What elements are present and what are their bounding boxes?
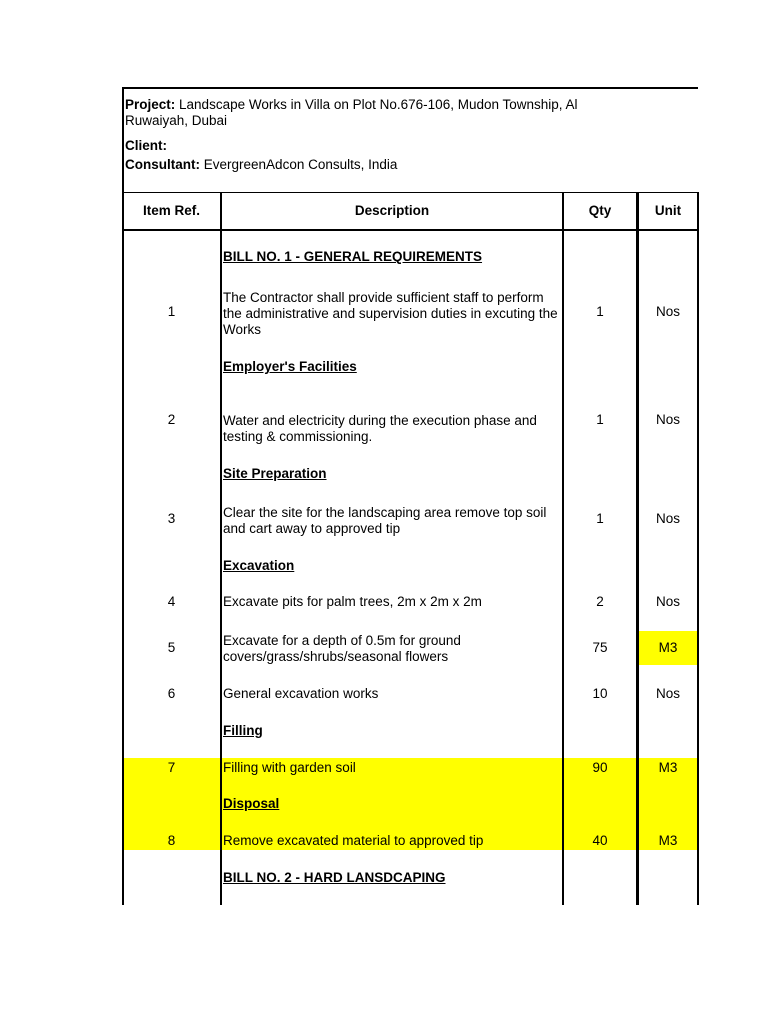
consultant-line	[125, 157, 397, 173]
bill-1-title: BILL NO. 1 - GENERAL REQUIREMENTS	[223, 249, 483, 264]
row-5-qty: 75	[592, 640, 608, 655]
row-3-qty: 1	[596, 511, 604, 526]
row-8-ref: 8	[167, 833, 176, 848]
row-1-qty: 1	[596, 304, 604, 319]
section-disposal: Disposal	[223, 796, 280, 811]
row-7-unit: M3	[658, 760, 678, 775]
section-site-preparation: Site Preparation	[223, 466, 327, 481]
row-8-unit: M3	[658, 833, 678, 848]
row-4-ref: 4	[167, 594, 176, 609]
row-6-ref: 6	[167, 686, 176, 701]
row-4-unit: Nos	[655, 594, 680, 609]
row-2-description: Water and electricity during the execution phase and testing & commissioning.	[223, 413, 537, 444]
table-right-border	[697, 192, 699, 905]
consultant-label: Consultant:	[125, 157, 200, 172]
row-7-ref: 7	[167, 760, 176, 775]
column-header-qty: Qty	[588, 203, 612, 218]
client-label: Client:	[125, 138, 167, 153]
section-excavation: Excavation	[223, 558, 295, 573]
row-6-description: General excavation works	[223, 686, 379, 701]
row-5-unit: M3	[658, 640, 678, 655]
table-top-border	[122, 87, 698, 89]
row-1-ref: 1	[167, 304, 176, 319]
row-4-qty: 2	[596, 594, 604, 609]
row-6-unit: Nos	[655, 686, 680, 701]
row-4-description: Excavate pits for palm trees, 2m x 2m x 2m	[223, 594, 482, 609]
row-7-qty: 90	[592, 760, 608, 775]
row-5-ref: 5	[167, 640, 176, 655]
consultant-value: EvergreenAdcon Consults, India	[203, 157, 398, 172]
row-2-ref: 2	[167, 412, 176, 427]
column-header-unit: Unit	[654, 203, 682, 218]
col-divider-desc-qty	[562, 192, 564, 905]
column-header-bottom-border	[122, 229, 698, 231]
client-line	[125, 138, 167, 154]
row-1-unit: Nos	[655, 304, 680, 319]
column-header-item-ref: Item Ref.	[142, 203, 200, 218]
col-divider-ref-desc	[220, 192, 222, 905]
row-3-description: Clear the site for the landscaping area remove top soil and cart away to approved tip	[223, 505, 547, 536]
row-2-qty: 1	[596, 412, 604, 427]
row-8-qty: 40	[592, 833, 608, 848]
row-2-unit: Nos	[655, 412, 680, 427]
row-3-ref: 3	[167, 511, 176, 526]
project-value: Landscape Works in Villa on Plot No.676-106, Mudon Township, Al Ruwaiyah, Dubai	[125, 97, 578, 128]
row-3-unit: Nos	[655, 511, 680, 526]
row-8-description: Remove excavated material to approved tip	[223, 833, 484, 848]
section-employers-facilities: Employer's Facilities	[223, 359, 357, 374]
col-divider-qty-unit	[636, 192, 639, 905]
row-7-description: Filling with garden soil	[223, 760, 356, 775]
column-header-description: Description	[354, 203, 430, 218]
row-6-qty: 10	[592, 686, 608, 701]
project-line	[125, 97, 605, 129]
bill-2-title: BILL NO. 2 - HARD LANSDCAPING	[223, 870, 446, 885]
section-filling: Filling	[223, 723, 263, 738]
project-label: Project:	[125, 97, 176, 112]
column-header-top-border	[122, 192, 698, 193]
row-1-description: The Contractor shall provide sufficient staff to perform the administrative and supervision duties in excuting the Works	[223, 290, 558, 337]
row-5-description: Excavate for a depth of 0.5m for ground covers/grass/shrubs/seasonal flowers	[223, 633, 461, 664]
